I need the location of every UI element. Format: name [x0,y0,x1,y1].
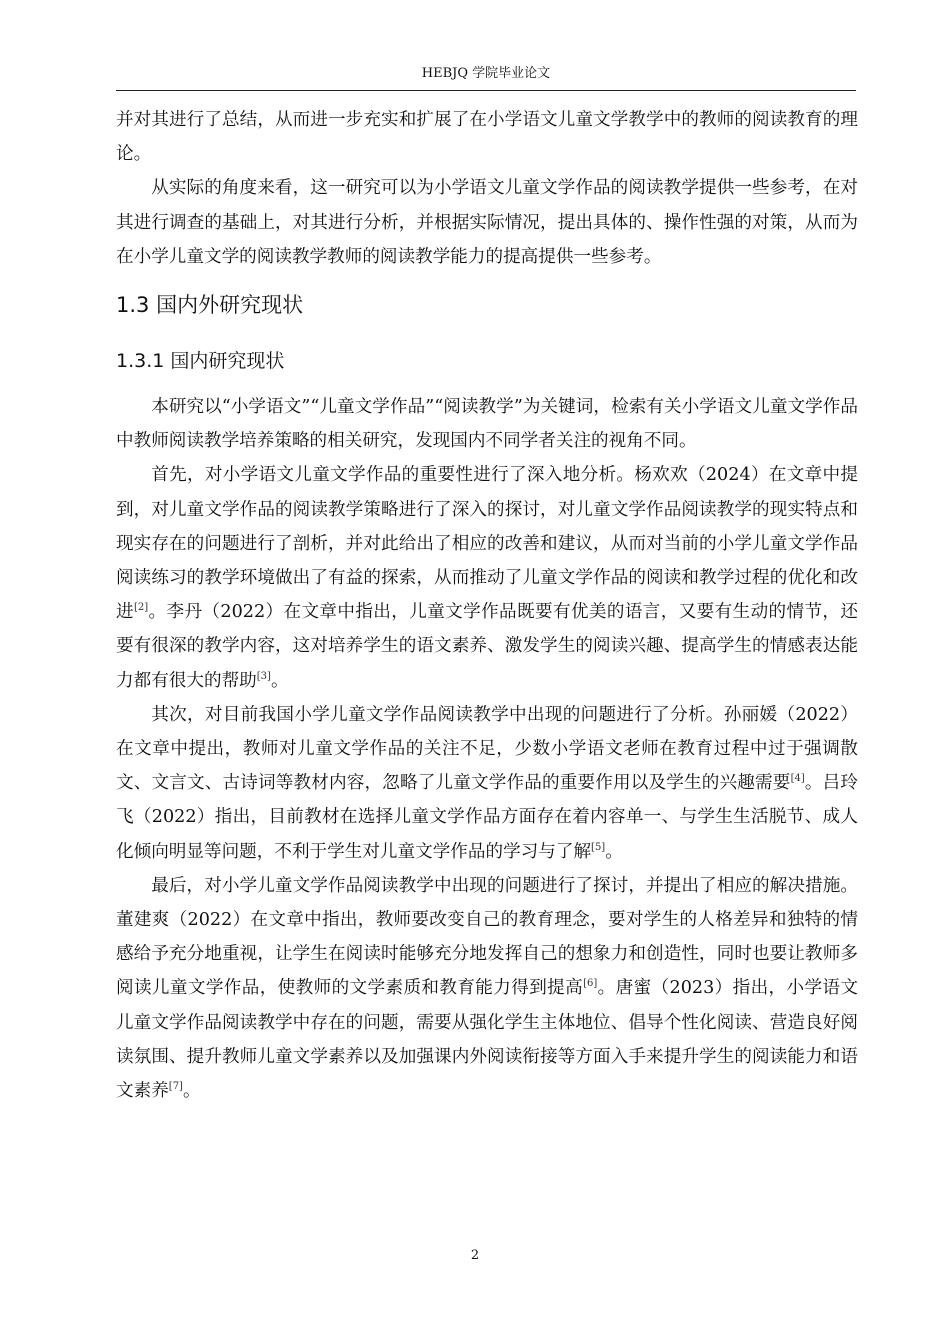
citation-ref: [5] [591,841,606,853]
page-body [116,103,858,1108]
paragraph-first [116,458,858,697]
paragraph-text: 。吕玲飞（2022）指出，目前教材在选择儿童文学作品方面存在着内容单一、与学生生活脱节、成人化倾向明显等问题，不利于学生对儿童文学作品的学习与了解 [116,773,858,862]
paragraph-text: 。 [182,1081,201,1102]
citation-ref: [6] [583,978,598,990]
intro-paragraph-continued: 并对其进行了总结，从而进一步充实和扩展了在小学语文儿童文学教学中的教师的阅读教育的理论。 [116,110,858,165]
paragraph-text: 其次，对目前我国小学儿童文学作品阅读教学中出现的问题进行了分析。孙丽媛（2022）在文章中提出，教师对儿童文学作品的关注不足，少数小学语文老师在教育过程中过于强调散文、文言文、古诗词等教材内容，忽略了儿童文学作品的重要作用以及学生的兴趣需要 [116,704,858,794]
paragraph-text: 最后，对小学儿童文学作品阅读教学中出现的问题进行了探讨，并提出了相应的解决措施。董建爽（2022）在文章中指出，教师要改变自己的教育理念，要对学生的人格差异和独特的情感给予充分地重视，让学生在阅读时能够充分地发挥自己的想象力和创造性，同时也要让教师多阅读儿童文学作品，使教师的文学素质和教育能力得到提高 [116,875,858,999]
paragraph-keywords: 本研究以“小学语文”“儿童文学作品”“阅读教学”为关键词，检索有关小学语文儿童文学作品中教师阅读教学培养策略的相关研究，发现国内不同学者关注的视角不同。 [116,397,858,452]
running-header [116,64,856,91]
paragraph-text: 。 [270,670,289,691]
paragraph-text: 首先，对小学语文儿童文学作品的重要性进行了深入地分析。杨欢欢（2024）在文章中提到，对儿童文学作品的阅读教学策略进行了深入的探讨，对儿童文学作品阅读教学的现实特点和现实存在的问题进行了剖析，并对此给出了相应的改善和建议，从而对当前的小学儿童文学作品阅读练习的教学环境做出了有益的探索，从而推动了儿童文学作品的阅读和教学过程的优化和改进 [116,465,858,623]
section-heading: 1.3 国内外研究现状 [116,293,304,318]
paragraph-text: 。 [605,841,623,862]
citation-ref: [7] [168,1081,183,1093]
paragraph-last [116,869,858,1108]
paragraph-second [116,698,858,869]
paragraph-text: 。李丹（2022）在文章中指出，儿童文学作品既要有优美的语言，又要有生动的情节，还要有很深的教学内容，这对培养学生的语文素养、激发学生的阅读兴趣、提高学生的情感表达能力都有很大的帮助 [116,602,858,691]
citation-ref: [3] [256,670,271,682]
page-number: 2 [470,1248,480,1263]
intro-paragraph-practical: 从实际的角度来看，这一研究可以为小学语文儿童文学作品的阅读教学提供一些参考，在对其进行调查的基础上，对其进行分析，并根据实际情况，提出具体的、操作性强的对策，从而为在小学儿童文学的阅读教学教师的阅读教学能力的提高提供一些参考。 [116,178,858,267]
paragraph-text: 。唐蜜（2023）指出，小学语文儿童文学作品阅读教学中存在的问题，需要从强化学生主体地位、倡导个性化阅读、营造良好阅读氛围、提升教师儿童文学素养以及加强课内外阅读衔接等方面入手来提升学生的阅读能力和语文素养 [116,978,858,1102]
citation-ref: [4] [790,773,805,785]
header-title: HEBJQ 学院毕业论文 [421,66,551,81]
subsection-heading: 1.3.1 国内研究现状 [116,350,285,373]
citation-ref: [2] [133,602,149,614]
